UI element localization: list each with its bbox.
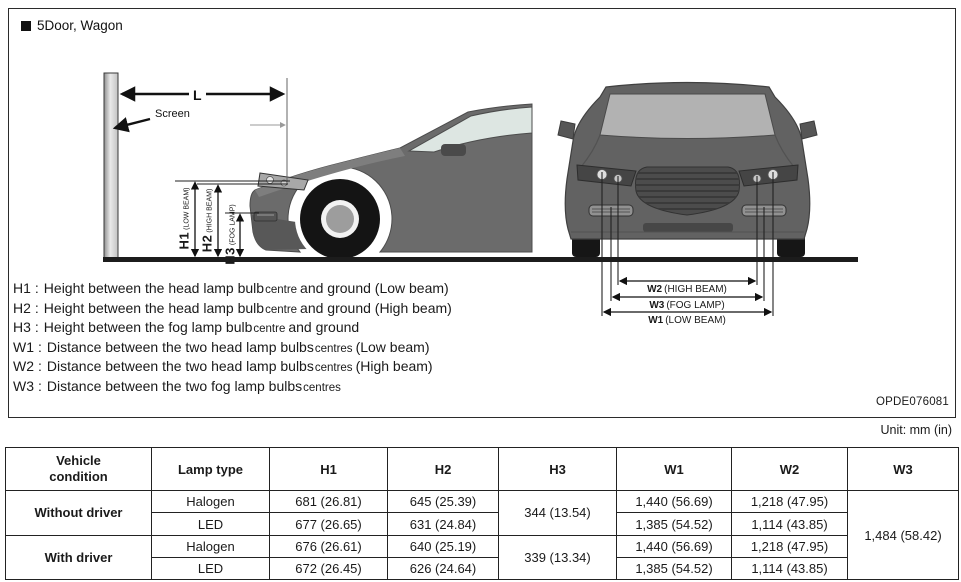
col-header-lamp-type: Lamp type [152, 448, 270, 491]
cell-w2: 1,218 (47.95) [732, 535, 848, 557]
screen-pointer-arrow [115, 119, 150, 128]
unit-label: Unit: mm (in) [880, 423, 952, 437]
col-header-vehicle-condition: Vehicle condition [6, 448, 152, 491]
cell-lamp: LED [152, 557, 270, 579]
headlamp-aiming-diagram [8, 8, 956, 418]
w1-label: W1 (LOW BEAM) [648, 315, 726, 326]
cell-h1: 676 (26.61) [270, 535, 388, 557]
figure-title-text: 5Door, Wagon [37, 18, 123, 33]
aiming-screen-pole [104, 73, 118, 259]
wheel-hub-side [326, 205, 354, 233]
col-header-w2: W2 [732, 448, 848, 491]
h3-label: H3(FOG LAMP) [222, 204, 238, 265]
cell-h3: 344 (13.54) [499, 491, 617, 535]
screen-label: Screen [155, 108, 190, 120]
table-header-row [6, 448, 959, 491]
cell-h1: 677 (26.65) [270, 513, 388, 535]
head-lamp-bulb-side [267, 177, 274, 184]
left-mirror [558, 121, 575, 139]
cell-lamp: LED [152, 513, 270, 535]
bumper-intake [643, 223, 733, 232]
w3-label: W3 (FOG LAMP) [649, 300, 725, 311]
cell-w1: 1,440 (56.69) [617, 535, 732, 557]
legend-line-w3: W3 : Distance between the two fog lamp bulbscentres [13, 377, 341, 394]
col-header-w3: W3 [848, 448, 959, 491]
figure-title [21, 18, 123, 33]
col-header-h2: H2 [388, 448, 499, 491]
cell-w1: 1,385 (54.52) [617, 557, 732, 579]
cell-h1: 672 (26.45) [270, 557, 388, 579]
figure-code: OPDE076081 [876, 396, 949, 408]
front-view-group [558, 83, 817, 317]
legend-line-h3: H3 : Height between the fog lamp bulbcentre and ground [13, 319, 360, 336]
cell-w2: 1,114 (43.85) [732, 557, 848, 579]
col-header-h1: H1 [270, 448, 388, 491]
cell-condition: Without driver [6, 491, 152, 535]
car-front-view [558, 83, 817, 258]
cell-h2: 645 (25.39) [388, 491, 499, 513]
cell-w1: 1,385 (54.52) [617, 513, 732, 535]
cell-w3: 1,484 (58.42) [848, 491, 959, 580]
section-bullet-icon [21, 21, 31, 31]
w2-label: W2 (HIGH BEAM) [647, 284, 727, 295]
cell-w2: 1,218 (47.95) [732, 491, 848, 513]
legend-line-h2: H2 : Height between the head lamp bulbcentre and ground (High beam) [13, 299, 452, 316]
cell-w1: 1,440 (56.69) [617, 491, 732, 513]
legend-line-h1: H1 : Height between the head lamp bulbcentre and ground (Low beam) [13, 280, 449, 296]
legend-line-w2: W2 : Distance between the two head lamp bulbscentres (High beam) [13, 358, 433, 375]
table-row [6, 535, 959, 557]
l-distance-label: L [189, 87, 206, 103]
car-side-view [250, 104, 532, 264]
h1-label: H1(LOW BEAM) [176, 187, 192, 250]
col-header-w1: W1 [617, 448, 732, 491]
cell-h3: 339 (13.34) [499, 535, 617, 579]
cell-h2: 631 (24.84) [388, 513, 499, 535]
cell-condition: With driver [6, 535, 152, 579]
table-row [6, 491, 959, 513]
h2-label: H2(HIGH BEAM) [199, 188, 215, 253]
dimension-legend [13, 280, 452, 398]
car-side-mirror [441, 144, 466, 156]
cell-h1: 681 (26.81) [270, 491, 388, 513]
cell-w2: 1,114 (43.85) [732, 513, 848, 535]
right-mirror [800, 121, 817, 139]
col-header-h3: H3 [499, 448, 617, 491]
side-view-group [104, 73, 532, 264]
headlamp-spec-table [5, 447, 959, 580]
cell-h2: 626 (24.64) [388, 557, 499, 579]
cell-lamp: Halogen [152, 535, 270, 557]
ground-line [103, 257, 858, 262]
cell-h2: 640 (25.19) [388, 535, 499, 557]
legend-line-w1: W1 : Distance between the two head lamp bulbscentres (Low beam) [13, 338, 430, 355]
front-windshield [600, 94, 775, 139]
cell-lamp: Halogen [152, 491, 270, 513]
